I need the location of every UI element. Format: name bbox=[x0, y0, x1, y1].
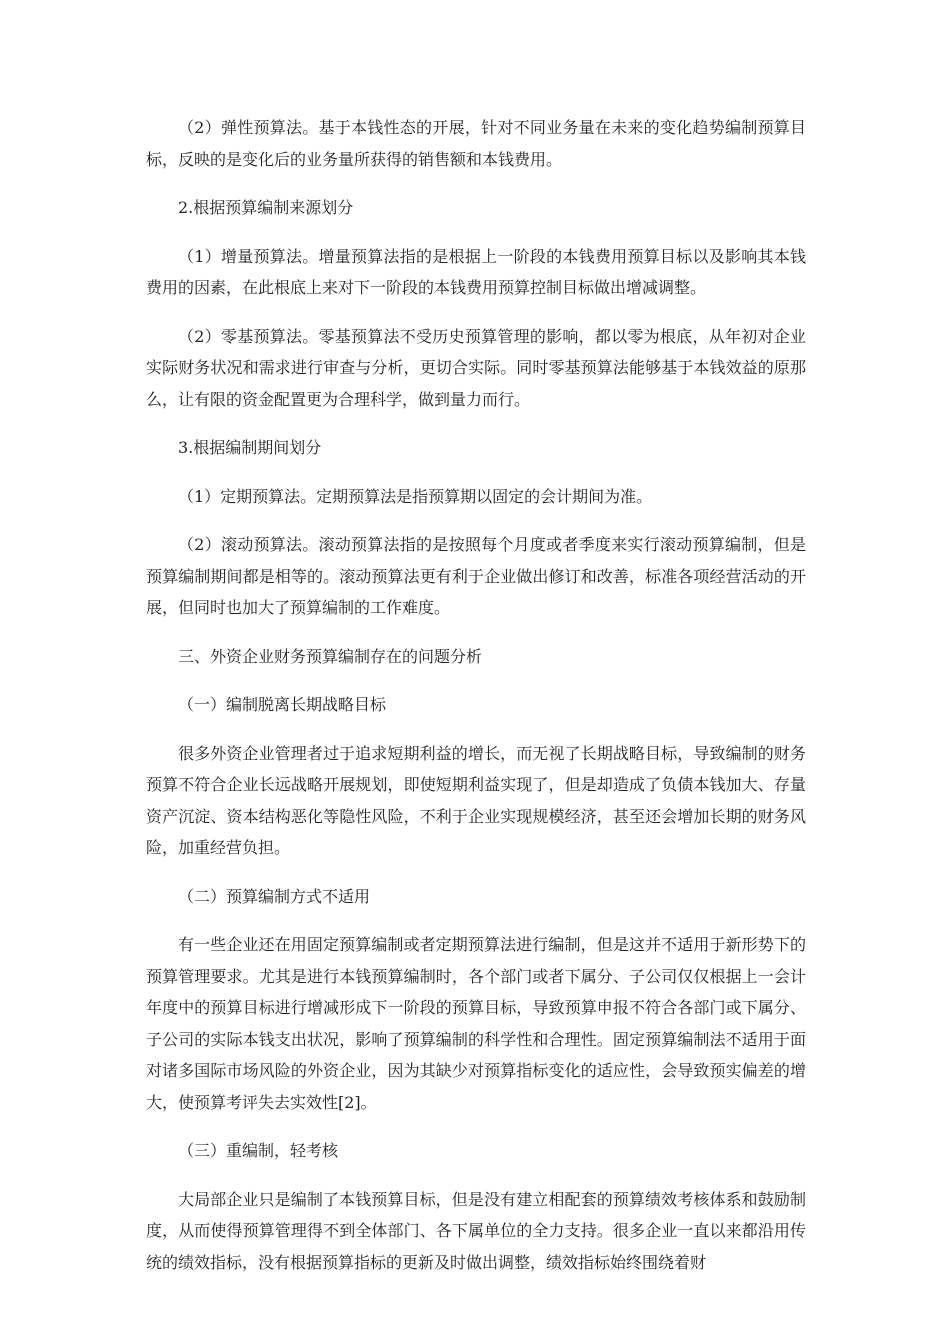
subheading-assessment: （三）重编制，轻考核 bbox=[178, 1141, 339, 1160]
paragraph-rolling-budget: （2）滚动预算法。滚动预算法指的是按照每个月度或者季度来实行滚动预算编制，但是预算编制期间都是相等的。滚动预算法更有利于企业做出修订和改善，标准各项经营活动的开展，但同时也加大了预算编制的工作难度。 bbox=[146, 535, 806, 617]
paragraph-elastic-budget: （2）弹性预算法。基于本钱性态的开展，针对不同业务量在未来的变化趋势编制预算目标，反映的是变化后的业务量所获得的销售额和本钱费用。 bbox=[146, 118, 806, 169]
subheading-strategy: （一）编制脱离长期战略目标 bbox=[178, 695, 387, 714]
heading-by-period: 3.根据编制期间划分 bbox=[178, 438, 322, 457]
paragraph-incremental-budget: （1）增量预算法。增量预算法指的是根据上一阶段的本钱费用预算目标以及影响其本钱费用的因素，在此根底上来对下一阶段的本钱费用预算控制目标做出增减调整。 bbox=[146, 246, 806, 297]
heading-by-source: 2.根据预算编制来源划分 bbox=[178, 198, 354, 217]
document-page bbox=[146, 112, 806, 1295]
paragraph-strategy: 很多外资企业管理者过于追求短期利益的增长，而无视了长期战略目标，导致编制的财务预算不符合企业长远战略开展规划，即使短期利益实现了，但是却造成了负债本钱加大、存量资产沉淀、资本结构恶化等隐性风险，不利于企业实现规模经济，甚至还会增加长期的财务风险，加重经营负担。 bbox=[146, 743, 806, 857]
paragraph-assessment: 大局部企业只是编制了本钱预算目标，但是没有建立相配套的预算绩效考核体系和鼓励制度，从而使得预算管理得不到全体部门、各下属单位的全力支持。很多企业一直以来都沿用传统的绩效指标，没有根据预算指标的更新及时做出调整，绩效指标始终围绕着财 bbox=[146, 1189, 806, 1272]
section-heading-problems: 三、外资企业财务预算编制存在的问题分析 bbox=[178, 646, 483, 666]
paragraph-zero-based-budget: （2）零基预算法。零基预算法不受历史预算管理的影响，都以零为根底，从年初对企业实际财务状况和需求进行审查与分析，更切合实际。同时零基预算法能够基于本钱效益的原那么，让有限的资金配置更为合理科学，做到量力而行。 bbox=[146, 326, 806, 409]
subheading-method: （二）预算编制方式不适用 bbox=[178, 886, 371, 906]
paragraph-method: 有一些企业还在用固定预算编制或者定期预算法进行编制，但是这并不适用于新形势下的预算管理要求。尤其是进行本钱预算编制时，各个部门或者下属分、子公司仅仅根据上一会计年度中的预算目标进行增减形成下一阶段的预算目标，导致预算申报不符合各部门或下属分、子公司的实际本钱支出状况，影响了预算编制的科学性和合理性。固定预算编制法不适用于面对诸多国际市场风险的外资企业，因为其缺少对预算指标变化的适应性，会导致预实偏差的增大，使预算考评失去实效性[2]。 bbox=[146, 935, 806, 1112]
paragraph-fixed-period-budget: （1）定期预算法。定期预算法是指预算期以固定的会计期间为准。 bbox=[178, 486, 653, 506]
